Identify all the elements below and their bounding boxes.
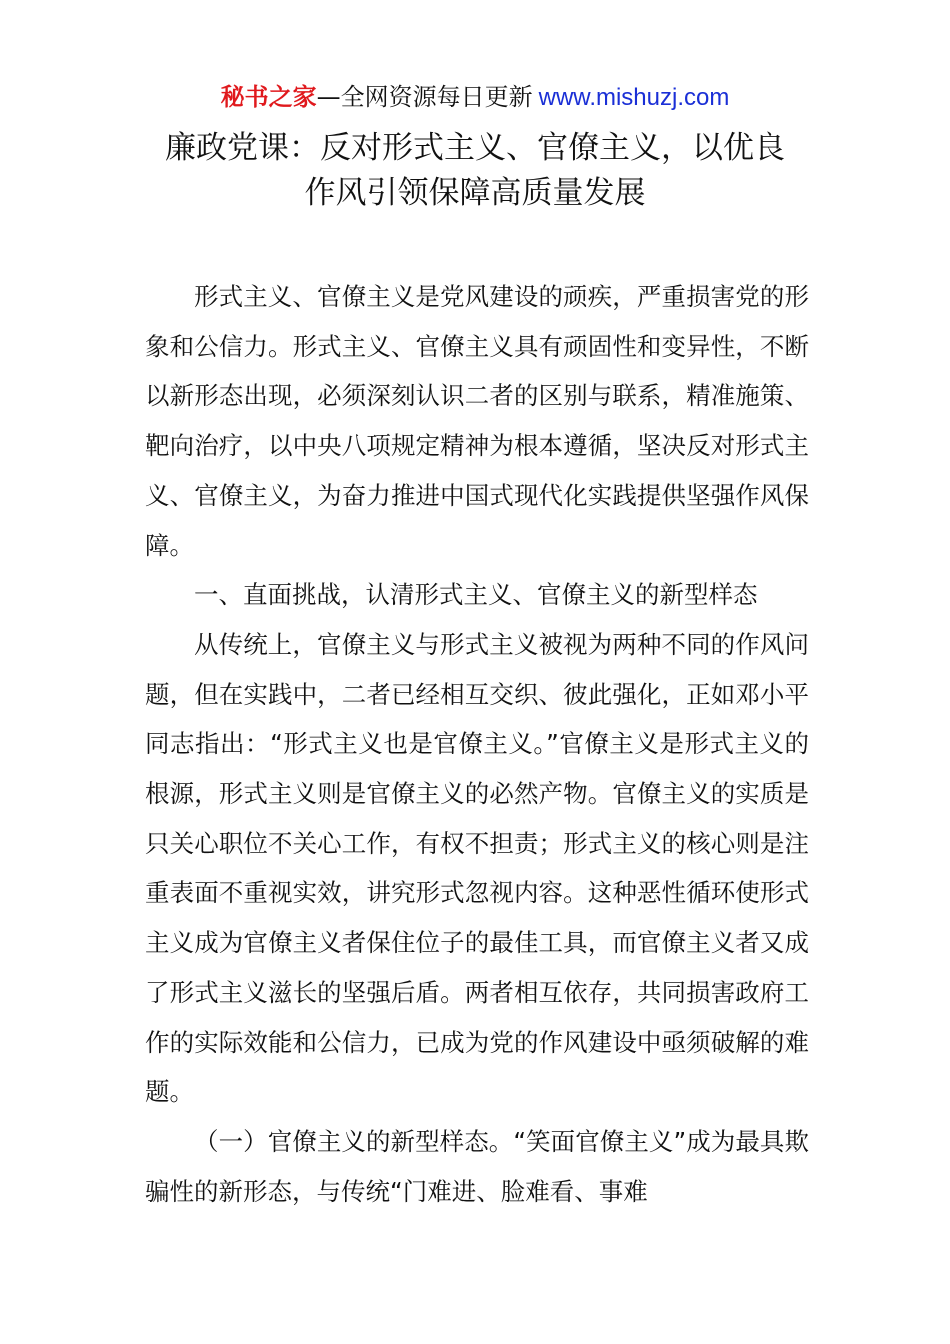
site-brand: 秘书之家: [220, 83, 317, 111]
title-line-2: 作风引领保障高质量发展: [304, 175, 646, 211]
section-heading-1: 一、直面挑战，认清形式主义、官僚主义的新型样态: [194, 580, 758, 610]
site-banner: [0, 80, 950, 115]
title-line-1: 廉政党课：反对形式主义、官僚主义，以优良: [165, 130, 785, 166]
paragraph-intro: 形式主义、官僚主义是党风建设的顽疾，严重损害党的形象和公信力。形式主义、官僚主义具有顽固性和变异性，不断以新形态出现，必须深刻认识二者的区别与联系，精准施策、靶向治疗，以中央八项规定精神为根本遵循，坚决反对形式主义、官僚主义，为奋力推进中国式现代化实践提供坚强作风保障。: [145, 282, 809, 560]
document-title: [120, 126, 830, 216]
document-body: [145, 272, 809, 1216]
paragraph-subsection-1: （一）官僚主义的新型样态。“笑面官僚主义”成为最具欺骗性的新形态，与传统“门难进、脸难看、事难: [145, 1126, 809, 1206]
site-tagline: —全网资源每日更新: [316, 83, 533, 111]
site-url-link[interactable]: www.mishuzj.com: [538, 84, 730, 111]
paragraph-tradition: 从传统上，官僚主义与形式主义被视为两种不同的作风问题，但在实践中，二者已经相互交织、彼此强化，正如邓小平同志指出：“形式主义也是官僚主义。”官僚主义是形式主义的根源，形式主义则是官僚主义的必然产物。官僚主义的实质是只关心职位不关心工作，有权不担责；形式主义的核心则是注重表面不重视实效，讲究形式忽视内容。这种恶性循环使形式主义成为官僚主义者保住位子的最佳工具，而官僚主义者又成了形式主义滋长的坚强后盾。两者相互依存，共同损害政府工作的实际效能和公信力，已成为党的作风建设中亟须破解的难题。: [145, 629, 809, 1107]
